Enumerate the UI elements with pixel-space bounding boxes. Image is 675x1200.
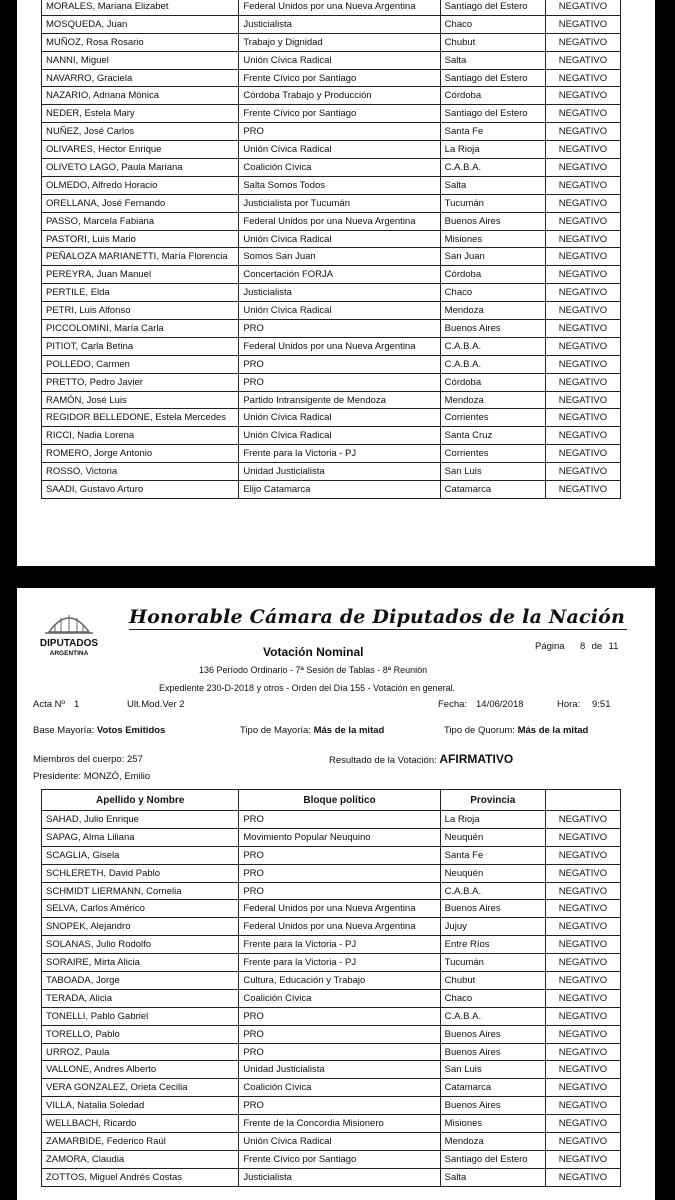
votes-table-top — [41, 0, 621, 499]
bloque-name: Federal Unidos por una Nueva Argentina — [239, 212, 440, 230]
vote-value: NEGATIVO — [545, 409, 620, 427]
table-row — [42, 391, 621, 409]
provincia-name: Mendoza — [440, 391, 545, 409]
table-row — [42, 212, 621, 230]
table-row — [42, 1097, 621, 1115]
vote-value: NEGATIVO — [545, 159, 620, 177]
provincia-name: Buenos Aires — [440, 900, 545, 918]
vote-value: NEGATIVO — [545, 194, 620, 212]
provincia-name: Santiago del Estero — [440, 105, 545, 123]
vote-value: NEGATIVO — [545, 989, 620, 1007]
table-row — [42, 989, 621, 1007]
bloque-name: Concertación FORJA — [239, 266, 440, 284]
provincia-name: Salta — [440, 51, 545, 69]
table-row — [42, 194, 621, 212]
diputado-name: RICCI, Nadia Lorena — [42, 427, 239, 445]
table-row — [42, 373, 621, 391]
logo-country: ARGENTINA — [49, 650, 89, 657]
bloque-name: PRO — [239, 320, 440, 338]
diputado-name: SCHMIDT LIERMANN, Cornelia — [42, 882, 239, 900]
table-row — [42, 481, 621, 499]
provincia-name: Jujuy — [440, 918, 545, 936]
provincia-name: Mendoza — [440, 302, 545, 320]
bloque-name: PRO — [239, 1025, 440, 1043]
bloque-name: Federal Unidos por una Nueva Argentina — [239, 900, 440, 918]
table-row — [42, 463, 621, 481]
diputado-name: VILLA, Natalia Soledad — [42, 1097, 239, 1115]
provincia-name: Buenos Aires — [440, 320, 545, 338]
diputado-name: PERTILE, Elda — [42, 284, 239, 302]
version-label: Ult.Mod.Ver 2 — [127, 699, 185, 710]
diputado-name: ORELLANA, José Fernando — [42, 194, 239, 212]
bloque-name: Justicialista por Tucumán — [239, 194, 440, 212]
bloque-name: PRO — [239, 1097, 440, 1115]
bloque-name: Justicialista — [239, 15, 440, 33]
provincia-name: C.A.B.A. — [440, 355, 545, 373]
bloque-name: PRO — [239, 373, 440, 391]
bloque-name: PRO — [239, 846, 440, 864]
vote-value: NEGATIVO — [545, 936, 620, 954]
diputado-name: PRETTO, Pedro Javier — [42, 373, 239, 391]
logo-name: DIPUTADOS — [39, 638, 99, 649]
vote-value: NEGATIVO — [545, 141, 620, 159]
vote-value: NEGATIVO — [545, 846, 620, 864]
table-row — [42, 51, 621, 69]
table-row — [42, 900, 621, 918]
col-header-provincia: Provincia — [440, 790, 545, 811]
diputado-name: REGIDOR BELLEDONE, Estela Mercedes — [42, 409, 239, 427]
bloque-name: Unión Cívica Radical — [239, 427, 440, 445]
diputado-name: PEÑALOZA MARIANETTI, María Florencia — [42, 248, 239, 266]
table-row — [42, 1115, 621, 1133]
tipo-mayoria-value: Más de la mitad — [313, 725, 385, 736]
vote-value: NEGATIVO — [545, 954, 620, 972]
base-mayoria-label: Base Mayoría: — [33, 725, 95, 736]
acta-label: Acta Nº — [33, 699, 65, 710]
vote-value: NEGATIVO — [545, 302, 620, 320]
bloque-name: Frente para la Victoria - PJ — [239, 936, 440, 954]
diputado-name: MOSQUEDA, Juan — [42, 15, 239, 33]
provincia-name: C.A.B.A. — [440, 159, 545, 177]
diputado-name: MUÑOZ, Rosa Rosario — [42, 33, 239, 51]
presidente-line: Presidente: MONZÓ, Emilio — [33, 771, 151, 782]
diputado-name: PITIOT, Carla Betina — [42, 337, 239, 355]
vote-value: NEGATIVO — [545, 918, 620, 936]
bloque-name: Unión Cívica Radical — [239, 302, 440, 320]
diputado-name: SNOPEK, Alejandro — [42, 918, 239, 936]
provincia-name: Córdoba — [440, 373, 545, 391]
diputado-name: ZOTTOS, Miguel Andrés Costas — [42, 1168, 239, 1186]
col-header-name: Apellido y Nombre — [42, 790, 239, 811]
vote-value: NEGATIVO — [545, 284, 620, 302]
diputado-name: RAMÓN, José Luis — [42, 391, 239, 409]
provincia-name: C.A.B.A. — [440, 882, 545, 900]
fecha-label: Fecha: — [438, 699, 468, 710]
vote-value: NEGATIVO — [545, 864, 620, 882]
acta-number: 1 — [74, 699, 80, 710]
diputado-name: TORELLO, Pablo — [42, 1025, 239, 1043]
table-row — [42, 230, 621, 248]
provincia-name: Buenos Aires — [440, 1043, 545, 1061]
bloque-name: Unión Cívica Radical — [239, 409, 440, 427]
provincia-name: Santa Fe — [440, 846, 545, 864]
diputado-name: TERADA, Alicia — [42, 989, 239, 1007]
bloque-name: PRO — [239, 123, 440, 141]
bloque-name: Frente de la Concordia Misionero — [239, 1115, 440, 1133]
provincia-name: Santiago del Estero — [440, 69, 545, 87]
diputado-name: ROMERO, Jorge Antonio — [42, 445, 239, 463]
table-row — [42, 846, 621, 864]
resultado — [329, 752, 513, 766]
provincia-name: Chubut — [440, 33, 545, 51]
chamber-logo — [35, 602, 103, 662]
diputado-name: PICCOLOMINI, María Carla — [42, 320, 239, 338]
table-row — [42, 1168, 621, 1186]
provincia-name: La Rioja — [440, 141, 545, 159]
diputado-name: VERA GONZALEZ, Orieta Cecilia — [42, 1079, 239, 1097]
vote-value: NEGATIVO — [545, 1061, 620, 1079]
table-row — [42, 0, 621, 15]
bloque-name: Justicialista — [239, 1168, 440, 1186]
diputado-name: OLIVARES, Héctor Enrique — [42, 141, 239, 159]
tipo-quorum-label: Tipo de Quorum: — [444, 725, 515, 736]
table-row — [42, 954, 621, 972]
table-header-row — [42, 790, 621, 811]
vote-value: NEGATIVO — [545, 900, 620, 918]
tipo-mayoria — [240, 725, 384, 736]
provincia-name: Neuquén — [440, 864, 545, 882]
provincia-name: C.A.B.A. — [440, 337, 545, 355]
vote-value: NEGATIVO — [545, 828, 620, 846]
bloque-name: PRO — [239, 882, 440, 900]
vote-value: NEGATIVO — [545, 811, 620, 829]
diputado-name: NANNI, Miguel — [42, 51, 239, 69]
provincia-name: San Juan — [440, 248, 545, 266]
base-mayoria-value: Votos Emitidos — [96, 725, 166, 736]
diputado-name: SAADI, Gustavo Arturo — [42, 481, 239, 499]
table-row — [42, 33, 621, 51]
table-row — [42, 337, 621, 355]
table-row — [42, 302, 621, 320]
diputado-name: SCAGLIA, Gisela — [42, 846, 239, 864]
provincia-name: Buenos Aires — [440, 1025, 545, 1043]
bloque-name: Unidad Justicialista — [239, 463, 440, 481]
resultado-value: AFIRMATIVO — [439, 752, 514, 766]
tipo-mayoria-label: Tipo de Mayoría: — [240, 725, 311, 736]
provincia-name: San Luis — [440, 463, 545, 481]
bloque-name: Unión Cívica Radical — [239, 230, 440, 248]
table-row — [42, 1133, 621, 1151]
provincia-name: Chubut — [440, 972, 545, 990]
table-row — [42, 427, 621, 445]
provincia-name: Buenos Aires — [440, 212, 545, 230]
table-row — [42, 284, 621, 302]
diputado-name: SOLANAS, Julio Rodolfo — [42, 936, 239, 954]
bloque-name: PRO — [239, 1043, 440, 1061]
diputado-name: WELLBACH, Ricardo — [42, 1115, 239, 1133]
vote-value: NEGATIVO — [545, 266, 620, 284]
diputado-name: OLIVETO LAGO, Paula Mariana — [42, 159, 239, 177]
vote-value: NEGATIVO — [545, 391, 620, 409]
hora-label: Hora: — [557, 699, 581, 710]
bloque-name: Elijo Catamarca — [239, 481, 440, 499]
diputado-name: SORAIRE, Mirta Alicia — [42, 954, 239, 972]
table-row — [42, 141, 621, 159]
vote-value: NEGATIVO — [545, 1043, 620, 1061]
diputado-name: NAVARRO, Graciela — [42, 69, 239, 87]
table-row — [42, 266, 621, 284]
provincia-name: Neuquén — [440, 828, 545, 846]
table-row — [42, 320, 621, 338]
provincia-name: Chaco — [440, 989, 545, 1007]
vote-value: NEGATIVO — [545, 882, 620, 900]
table-row — [42, 87, 621, 105]
table-row — [42, 1061, 621, 1079]
table-row — [42, 159, 621, 177]
vote-value: NEGATIVO — [545, 33, 620, 51]
diputado-name: NUÑEZ, José Carlos — [42, 123, 239, 141]
vote-value: NEGATIVO — [545, 212, 620, 230]
diputado-name: PEREYRA, Juan Manuel — [42, 266, 239, 284]
bloque-name: Federal Unidos por una Nueva Argentina — [239, 337, 440, 355]
provincia-name: Corrientes — [440, 409, 545, 427]
vote-value: NEGATIVO — [545, 320, 620, 338]
provincia-name: Santa Fe — [440, 123, 545, 141]
vote-value: NEGATIVO — [545, 0, 620, 15]
provincia-name: Misiones — [440, 230, 545, 248]
provincia-name: Chaco — [440, 15, 545, 33]
table-row — [42, 1025, 621, 1043]
provincia-name: Salta — [440, 176, 545, 194]
bloque-name: Trabajo y Dignidad — [239, 33, 440, 51]
table-row — [42, 123, 621, 141]
bloque-name: Unión Cívica Radical — [239, 1133, 440, 1151]
bloque-name: PRO — [239, 355, 440, 373]
provincia-name: San Luis — [440, 1061, 545, 1079]
provincia-name: Córdoba — [440, 266, 545, 284]
table-row — [42, 355, 621, 373]
bloque-name: Frente Cívico por Santiago — [239, 105, 440, 123]
vote-value: NEGATIVO — [545, 1097, 620, 1115]
session-line: 136 Período Ordinario - 7ª Sesión de Tablas - 8ª Reunión — [199, 665, 428, 675]
votes-table-bottom — [41, 789, 621, 1187]
provincia-name: Tucumán — [440, 194, 545, 212]
diputado-name: ZAMARBIDE, Federico Raúl — [42, 1133, 239, 1151]
hora-value: 9:51 — [592, 699, 611, 710]
provincia-name: Mendoza — [440, 1133, 545, 1151]
diputado-name: SAHAD, Julio Enrique — [42, 811, 239, 829]
provincia-name: Tucumán — [440, 954, 545, 972]
vote-value: NEGATIVO — [545, 1150, 620, 1168]
vote-value: NEGATIVO — [545, 1079, 620, 1097]
vote-value: NEGATIVO — [545, 230, 620, 248]
vote-value: NEGATIVO — [545, 1007, 620, 1025]
provincia-name: Santiago del Estero — [440, 1150, 545, 1168]
provincia-name: La Rioja — [440, 811, 545, 829]
bloque-name: Coalición Cívica — [239, 159, 440, 177]
vote-value: NEGATIVO — [545, 15, 620, 33]
page-label: Página — [535, 641, 565, 652]
diputado-name: MORALES, Mariana Elizabet — [42, 0, 239, 15]
vote-value: NEGATIVO — [545, 248, 620, 266]
page-of: de — [591, 641, 603, 652]
document-page-bottom — [17, 588, 655, 1200]
bloque-name: Coalición Cívica — [239, 1079, 440, 1097]
provincia-name: Catamarca — [440, 481, 545, 499]
table-row — [42, 409, 621, 427]
page-number — [535, 641, 618, 652]
congress-dome-icon — [35, 602, 103, 638]
provincia-name: Chaco — [440, 284, 545, 302]
table-row — [42, 176, 621, 194]
vote-value: NEGATIVO — [545, 373, 620, 391]
diputado-name: PETRI, Luis Alfonso — [42, 302, 239, 320]
diputado-name: TABOADA, Jorge — [42, 972, 239, 990]
diputado-name: ZAMORA, Claudia — [42, 1150, 239, 1168]
provincia-name: Santa Cruz — [440, 427, 545, 445]
diputado-name: OLMEDO, Alfredo Horacio — [42, 176, 239, 194]
diputado-name: URROZ, Paula — [42, 1043, 239, 1061]
title-rule — [129, 629, 627, 630]
diputado-name: POLLEDO, Carmen — [42, 355, 239, 373]
vote-value: NEGATIVO — [545, 51, 620, 69]
table-row — [42, 828, 621, 846]
resultado-label: Resultado de la Votación: — [329, 755, 437, 766]
document-page-top — [17, 0, 655, 566]
bloque-name: Federal Unidos por una Nueva Argentina — [239, 0, 440, 15]
vote-value: NEGATIVO — [545, 176, 620, 194]
vote-value: NEGATIVO — [545, 481, 620, 499]
bloque-name: Frente Cívico por Santiago — [239, 1150, 440, 1168]
diputado-name: SAPAG, Alma Liliana — [42, 828, 239, 846]
col-header-voto — [545, 790, 620, 811]
provincia-name: Santiago del Estero — [440, 0, 545, 15]
tipo-quorum-value: Más de la mitad — [517, 725, 589, 736]
doc-title: Votación Nominal — [263, 645, 364, 659]
bloque-name: PRO — [239, 864, 440, 882]
diputado-name: NEDER, Estela Mary — [42, 105, 239, 123]
expediente-line: Expediente 230-D-2018 y otros - Orden del Día 155 - Votación en general. — [159, 683, 456, 693]
tipo-quorum — [444, 725, 588, 736]
bloque-name: PRO — [239, 811, 440, 829]
vote-value: NEGATIVO — [545, 1168, 620, 1186]
provincia-name: C.A.B.A. — [440, 1007, 545, 1025]
page-current: 8 — [579, 641, 586, 652]
bloque-name: Federal Unidos por una Nueva Argentina — [239, 918, 440, 936]
vote-value: NEGATIVO — [545, 1025, 620, 1043]
table-row — [42, 105, 621, 123]
vote-value: NEGATIVO — [545, 337, 620, 355]
vote-value: NEGATIVO — [545, 1115, 620, 1133]
diputado-name: SELVA, Carlos Américo — [42, 900, 239, 918]
base-mayoria — [33, 725, 165, 736]
provincia-name: Catamarca — [440, 1079, 545, 1097]
table-row — [42, 811, 621, 829]
bloque-name: PRO — [239, 1007, 440, 1025]
bloque-name: Unidad Justicialista — [239, 1061, 440, 1079]
bloque-name: Salta Somos Todos — [239, 176, 440, 194]
bloque-name: Frente Cívico por Santiago — [239, 69, 440, 87]
vote-value: NEGATIVO — [545, 972, 620, 990]
diputado-name: TONELLI, Pablo Gabriel — [42, 1007, 239, 1025]
col-header-bloque: Bloque político — [239, 790, 440, 811]
provincia-name: Misiones — [440, 1115, 545, 1133]
table-row — [42, 15, 621, 33]
bloque-name: Movimiento Popular Neuquino — [239, 828, 440, 846]
diputado-name: VALLONE, Andres Alberto — [42, 1061, 239, 1079]
vote-value: NEGATIVO — [545, 123, 620, 141]
table-row — [42, 972, 621, 990]
table-row — [42, 1079, 621, 1097]
vote-value: NEGATIVO — [545, 427, 620, 445]
bloque-name: Unión Cívica Radical — [239, 141, 440, 159]
table-row — [42, 1043, 621, 1061]
table-row — [42, 69, 621, 87]
table-row — [42, 918, 621, 936]
bloque-name: Coalición Cívica — [239, 989, 440, 1007]
table-row — [42, 1150, 621, 1168]
bloque-name: Justicialista — [239, 284, 440, 302]
diputado-name: SCHLERETH, David Pablo — [42, 864, 239, 882]
fecha-value: 14/06/2018 — [476, 699, 524, 710]
table-row — [42, 882, 621, 900]
bloque-name: Partido Intransigente de Mendoza — [239, 391, 440, 409]
provincia-name: Corrientes — [440, 445, 545, 463]
page-total: 11 — [608, 641, 619, 652]
table-row — [42, 445, 621, 463]
table-row — [42, 248, 621, 266]
chamber-title: Honorable Cámara de Diputados de la Nación — [129, 606, 626, 628]
provincia-name: Córdoba — [440, 87, 545, 105]
diputado-name: NAZARIO, Adriana Mónica — [42, 87, 239, 105]
table-row — [42, 936, 621, 954]
provincia-name: Entre Ríos — [440, 936, 545, 954]
bloque-name: Somos San Juan — [239, 248, 440, 266]
diputado-name: PASTORI, Luis Mario — [42, 230, 239, 248]
vote-value: NEGATIVO — [545, 463, 620, 481]
bloque-name: Frente para la Victoria - PJ — [239, 954, 440, 972]
diputado-name: PASSO, Marcela Fabiana — [42, 212, 239, 230]
vote-value: NEGATIVO — [545, 445, 620, 463]
vote-value: NEGATIVO — [545, 1133, 620, 1151]
provincia-name: Salta — [440, 1168, 545, 1186]
vote-value: NEGATIVO — [545, 87, 620, 105]
bloque-name: Córdoba Trabajo y Producción — [239, 87, 440, 105]
bloque-name: Frente para la Victoria - PJ — [239, 445, 440, 463]
vote-value: NEGATIVO — [545, 105, 620, 123]
provincia-name: Buenos Aires — [440, 1097, 545, 1115]
vote-value: NEGATIVO — [545, 355, 620, 373]
table-row — [42, 864, 621, 882]
bloque-name: Unión Cívica Radical — [239, 51, 440, 69]
bloque-name: Cultura, Educación y Trabajo — [239, 972, 440, 990]
diputado-name: ROSSO, Victoria — [42, 463, 239, 481]
miembros-line: Miembros del cuerpo: 257 — [33, 754, 143, 765]
vote-value: NEGATIVO — [545, 69, 620, 87]
table-row — [42, 1007, 621, 1025]
